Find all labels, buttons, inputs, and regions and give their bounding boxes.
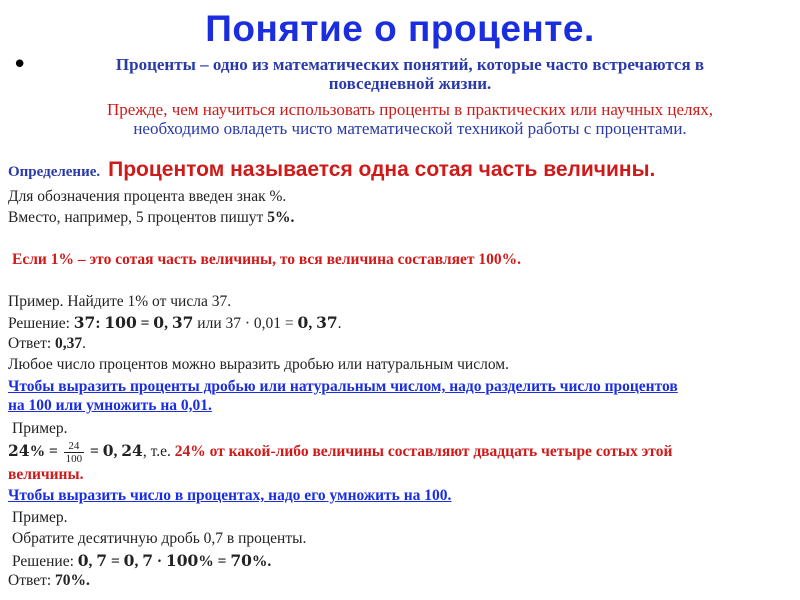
fraction-numerator: 24 xyxy=(64,440,85,453)
definition-text: Процентом называется одна сотая часть величины. xyxy=(108,158,656,181)
solution-1-mid: или 37 · 0,01 = xyxy=(193,315,298,332)
equation-lhs: 𝟐𝟒% = xyxy=(8,443,58,461)
fraction xyxy=(64,440,85,465)
answer-1-label: Ответ: xyxy=(8,335,56,352)
solution-1-math: 𝟑𝟕: 𝟏𝟎𝟎 = 𝟎, 𝟑𝟕 xyxy=(73,315,194,332)
slide-title: Понятие о проценте. xyxy=(205,8,595,49)
any-percent-line: Любое число процентов можно выразить дробью или натуральным числом. xyxy=(8,356,509,373)
equation-row xyxy=(8,440,672,465)
solution-1-end: . xyxy=(337,315,342,332)
solution-1-label: Решение: xyxy=(8,315,74,332)
intro-blue xyxy=(50,55,770,93)
answer-3-label: Ответ: xyxy=(8,572,56,589)
example-2: Пример. xyxy=(12,420,68,437)
write-value: 5%. xyxy=(267,209,295,226)
example-1: Пример. Найдите 1% от числа 37. xyxy=(8,293,232,310)
definition-label: Определение. xyxy=(8,164,101,180)
solution-1 xyxy=(8,313,342,333)
write-line xyxy=(8,209,294,227)
equation-explanation: 24% от какой-либо величины составляют двадцать четыре сотых этой xyxy=(174,443,673,461)
solution-1-result: 𝟎, 𝟑𝟕 xyxy=(297,315,338,332)
answer-3 xyxy=(8,572,90,590)
intro-line-4: необходимо овладеть чисто математической техникой работы с процентами. xyxy=(133,119,687,138)
solution-3-label: Решение: xyxy=(12,553,78,570)
rule-to-fraction-a: Чтобы выразить проценты дробью или натуральным числом, надо разделить число процентов xyxy=(8,378,678,395)
intro-red xyxy=(40,100,780,138)
percent-sign-line: Для обозначения процента введен знак %. xyxy=(8,188,287,205)
answer-1 xyxy=(8,335,86,353)
answer-3-value: 70%. xyxy=(55,572,90,589)
fraction-denominator: 100 xyxy=(65,453,83,465)
rule-to-fraction-b: на 100 или умножить на 0,01. xyxy=(8,397,212,414)
intro-line-1: Проценты – одно из математических понятий, которые часто встречаются в xyxy=(115,55,705,74)
bullet-icon: • xyxy=(12,50,28,80)
example-3: Пример. xyxy=(12,509,68,526)
answer-1-value: 0,37 xyxy=(55,335,83,352)
intro-line-3: Прежде, чем научиться использовать проценты в практических или научных целях, xyxy=(106,100,714,119)
equation-explanation-end: величины. xyxy=(8,466,84,483)
solution-3-math: 𝟎, 𝟕 = 𝟎, 𝟕 · 𝟏𝟎𝟎% = 𝟕𝟎%. xyxy=(77,553,272,570)
write-text: Вместо, например, 5 процентов пишут xyxy=(8,209,268,226)
equation-rhs: = 𝟎, 𝟐𝟒 xyxy=(90,443,143,461)
answer-1-end: . xyxy=(82,335,87,352)
rule-one-percent: Если 1% – это сотая часть величины, то вся величина составляет 100%. xyxy=(12,251,521,268)
example-3-task: Обратите десятичную дробь 0,7 в проценты. xyxy=(12,530,307,547)
equation-tc: , т.е. xyxy=(142,443,175,461)
rule-to-percent: Чтобы выразить число в процентах, надо его умножить на 100. xyxy=(8,487,452,504)
intro-line-2: повседневной жизни. xyxy=(328,74,492,93)
solution-3 xyxy=(12,551,271,571)
definition xyxy=(8,158,655,182)
